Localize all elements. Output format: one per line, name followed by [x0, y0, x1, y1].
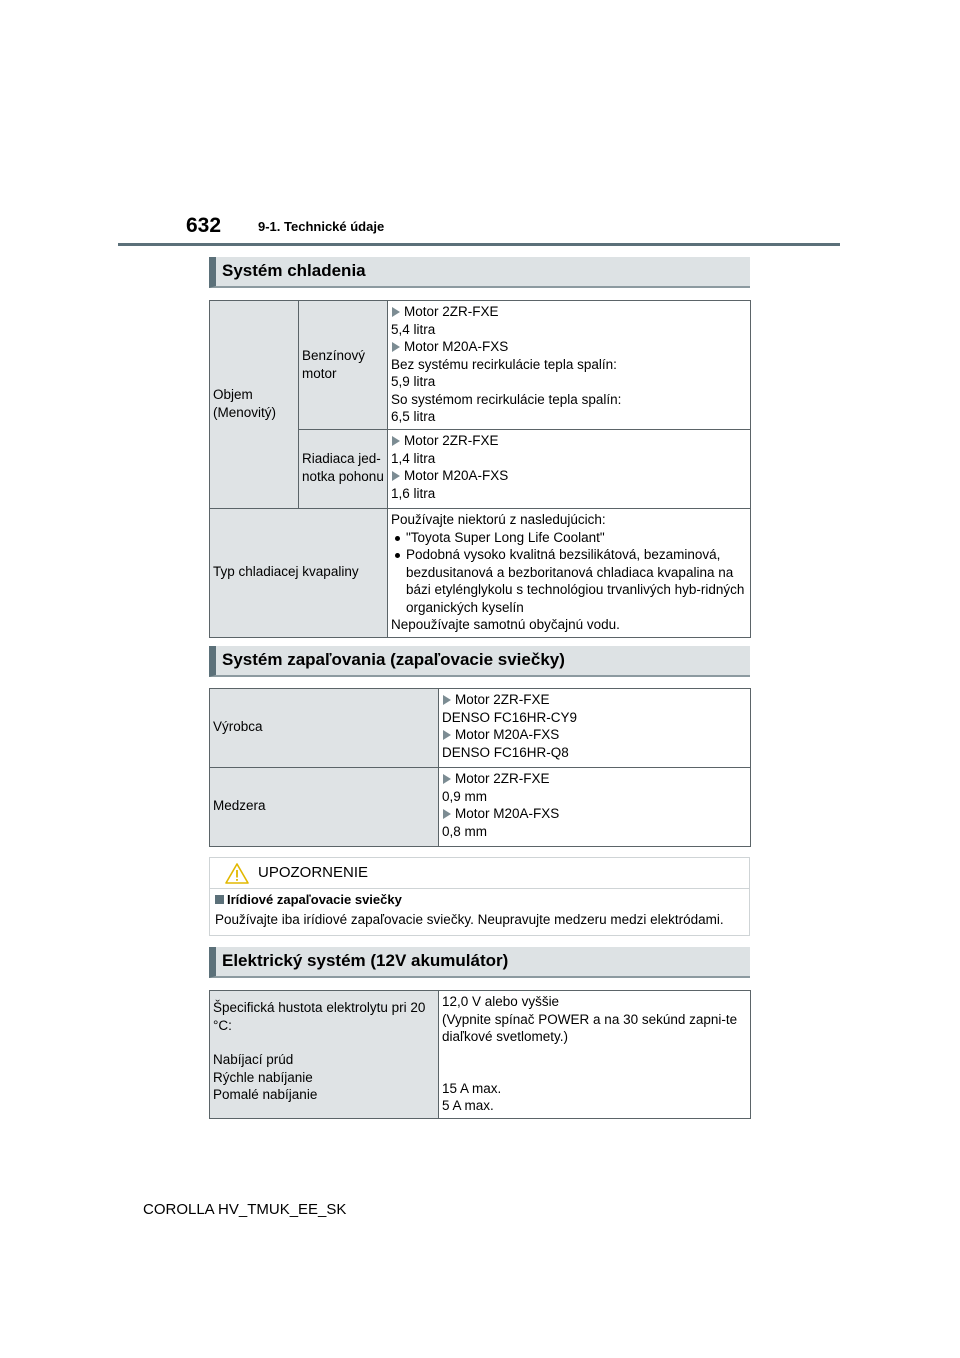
ignition-table — [209, 688, 751, 847]
caution-subheading — [215, 892, 402, 907]
gap-value — [439, 768, 751, 847]
engine-name: Motor M20A-FXS — [455, 806, 560, 821]
ignition-row-gap — [210, 768, 751, 847]
engine-value: 0,8 mm — [442, 823, 488, 839]
coolant-label: Typ chladiacej kvapaliny — [210, 509, 388, 638]
electrical-labels — [210, 991, 439, 1119]
engine-value: 0,9 mm — [442, 788, 488, 804]
list-item: "Toyota Super Long Life Coolant" — [406, 529, 747, 547]
engine-name: Motor 2ZR-FXE — [455, 771, 550, 786]
coolant-list — [391, 529, 747, 617]
fast-charge-label: Rýchle nabíjanie — [213, 1069, 313, 1085]
gasoline-label: Benzínový motor — [299, 301, 388, 430]
triangle-right-icon — [443, 809, 451, 819]
recirc-text: Bez systému recirkulácie tepla spalín: — [391, 356, 617, 372]
square-bullet-icon — [215, 895, 224, 904]
ignition-heading — [209, 646, 750, 677]
caution-title: UPOZORNENIE — [258, 864, 369, 881]
engine-value: 1,6 litra — [391, 485, 436, 501]
gravity-value: 12,0 V alebo vyššie — [442, 994, 560, 1009]
electrical-heading — [209, 947, 750, 978]
engine-value: 5,4 litra — [391, 321, 436, 337]
maker-value — [439, 689, 751, 768]
gap-label: Medzera — [210, 768, 439, 847]
engine-name: Motor 2ZR-FXE — [455, 692, 550, 707]
engine-value: DENSO FC16HR-CY9 — [442, 709, 578, 725]
warning-triangle-icon — [224, 862, 250, 885]
electrical-table — [209, 990, 751, 1119]
cooling-heading-text: Systém chladenia — [222, 261, 366, 280]
triangle-right-icon — [392, 307, 400, 317]
cooling-row-coolant — [210, 509, 751, 638]
engine-value: DENSO FC16HR-Q8 — [442, 744, 569, 760]
header-rule — [118, 243, 840, 246]
page-number: 632 — [186, 214, 222, 237]
slow-charge-label: Pomalé nabíjanie — [213, 1087, 318, 1102]
section-title: 9-1. Technické údaje — [258, 219, 385, 234]
engine-name: Motor M20A-FXS — [404, 468, 509, 483]
gravity-note: (Vypnite spínač POWER a na 30 sekúnd zapni-te diaľkové svetlomety.) — [442, 1011, 738, 1044]
engine-value: 5,9 litra — [391, 374, 436, 389]
triangle-right-icon — [392, 342, 400, 352]
caution-subheading-text: Irídiové zapaľovacie sviečky — [227, 892, 402, 907]
footer-text: COROLLA HV_TMUK_EE_SK — [143, 1201, 347, 1218]
pcu-value — [388, 430, 751, 509]
slow-charge-value: 5 A max. — [442, 1098, 494, 1113]
triangle-right-icon — [443, 695, 451, 705]
cooling-table — [209, 300, 751, 638]
triangle-right-icon — [443, 730, 451, 740]
list-item: Podobná vysoko kvalitná bezsilikátová, bezaminová, bezdusitanová a bezboritanová chladiaca kvapalina na bázi etylénglykolu s technológiou trvanlivých hyb-ridných organických kyselín — [406, 546, 747, 616]
volume-label: Objem (Menovitý) — [210, 301, 299, 509]
coolant-value — [388, 509, 751, 638]
triangle-right-icon — [392, 436, 400, 446]
gasoline-value — [388, 301, 751, 430]
charge-label: Nabíjací prúd — [213, 1052, 294, 1067]
cooling-row-gasoline — [210, 301, 751, 430]
electrical-row — [210, 991, 751, 1119]
engine-name: Motor M20A-FXS — [455, 727, 560, 742]
recirc-text: So systémom recirkulácie tepla spalín: — [391, 391, 622, 407]
caution-box — [209, 857, 750, 936]
coolant-note: Nepoužívajte samotnú obyčajnú vodu. — [391, 617, 620, 632]
engine-value: 1,4 litra — [391, 450, 436, 466]
engine-value: 6,5 litra — [391, 409, 436, 424]
electrical-values — [439, 991, 751, 1119]
engine-name: Motor 2ZR-FXE — [404, 433, 499, 448]
engine-name: Motor 2ZR-FXE — [404, 304, 499, 319]
caution-header — [210, 858, 749, 889]
fast-charge-value: 15 A max. — [442, 1080, 502, 1096]
ignition-row-maker — [210, 689, 751, 768]
coolant-intro: Používajte niektorú z nasledujúcich: — [391, 512, 606, 527]
triangle-right-icon — [392, 471, 400, 481]
ignition-heading-text: Systém zapaľovania (zapaľovacie sviečky) — [222, 650, 565, 669]
cooling-heading — [209, 257, 750, 288]
pcu-label: Riadiaca jed-notka pohonu — [299, 430, 388, 509]
maker-label: Výrobca — [210, 689, 439, 768]
gravity-label: Špecifická hustota elektrolytu pri 20 °C: — [213, 1000, 426, 1033]
triangle-right-icon — [443, 774, 451, 784]
engine-name: Motor M20A-FXS — [404, 339, 509, 354]
electrical-heading-text: Elektrický systém (12V akumulátor) — [222, 951, 509, 970]
caution-text: Používajte iba irídiové zapaľovacie sviečky. Neupravujte medzeru medzi elektródami. — [215, 912, 724, 927]
